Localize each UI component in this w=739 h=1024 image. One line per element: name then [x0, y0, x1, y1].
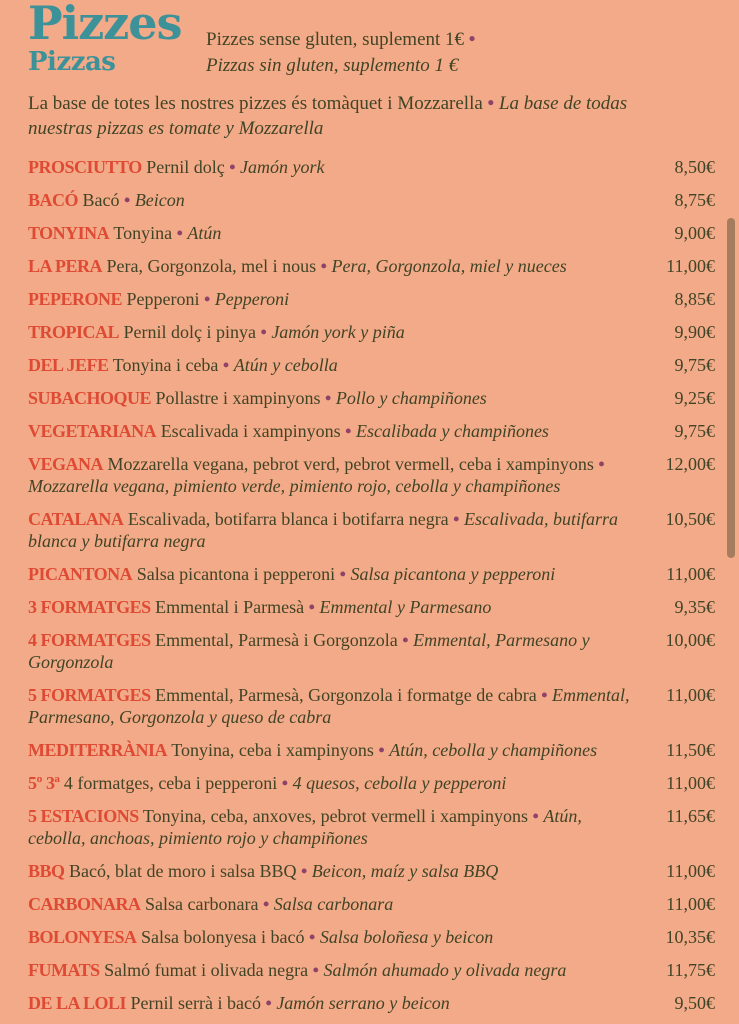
item-name: PEPERONE [28, 289, 123, 310]
menu-item [28, 453, 715, 497]
item-text [28, 684, 630, 728]
item-desc-spanish: Beicon [134, 190, 185, 211]
menu-item [28, 629, 715, 673]
item-text [28, 926, 493, 948]
separator-bullet-icon: • [453, 509, 460, 530]
item-text [28, 387, 487, 409]
item-name: PICANTONA [28, 564, 133, 585]
menu-item [28, 288, 715, 310]
separator-bullet-icon: • [176, 223, 183, 244]
item-name: TROPICAL [28, 322, 120, 343]
item-price: 10,35€ [665, 927, 715, 948]
separator-bullet-icon: • [222, 355, 230, 376]
item-text [28, 805, 630, 849]
menu-item [28, 739, 715, 761]
item-desc-catalan: Salsa carbonara [145, 894, 259, 915]
item-price: 11,00€ [666, 685, 715, 706]
item-desc-spanish: Pollo y champiñones [335, 388, 487, 409]
item-text [28, 508, 630, 552]
page-title: Pizzes [28, 0, 182, 50]
separator-bullet-icon: • [487, 93, 495, 115]
item-desc-catalan: Salsa picantona i pepperoni [136, 564, 336, 585]
item-price: 8,85€ [674, 289, 715, 310]
menu-item [28, 420, 715, 442]
menu-item [28, 959, 715, 981]
menu-items [28, 156, 715, 1014]
item-price: 9,90€ [674, 322, 715, 343]
item-desc-spanish: Escalivada, butifarra blanca y butifarra negra [28, 509, 618, 552]
item-name: VEGANA [28, 454, 104, 475]
gluten-note-spanish: Pizzas sin gluten, suplemento 1 € [206, 54, 459, 76]
item-name: MEDITERRÀNIA [28, 740, 168, 761]
item-desc-catalan: Salmó fumat i olivada negra [104, 960, 309, 981]
item-desc-catalan: Bacó, blat de moro i salsa BBQ [69, 861, 297, 882]
item-desc-catalan: Escalivada i xampinyons [160, 421, 341, 442]
item-price: 9,75€ [674, 355, 715, 376]
item-desc-catalan: Escalivada, botifarra blanca i botifarra negra [127, 509, 449, 530]
item-name: FUMATS [28, 960, 100, 981]
item-desc-catalan: Mozzarella vegana, pebrot verd, pebrot vermell, ceba i xampinyons [107, 454, 594, 475]
separator-bullet-icon: • [308, 597, 315, 618]
item-desc-spanish: Jamón york y piña [271, 322, 405, 343]
separator-bullet-icon: • [260, 322, 267, 343]
item-desc-spanish: Emmental y Parmesano [319, 597, 492, 618]
item-desc-spanish: Salmón ahumado y olivada negra [323, 960, 567, 981]
header [28, 0, 715, 78]
item-desc-spanish: Jamón serrano y beicon [276, 993, 450, 1014]
item-desc-spanish: Pera, Gorgonzola, miel y nueces [331, 256, 567, 277]
item-price: 8,50€ [674, 157, 715, 178]
item-desc-catalan: Tonyina, ceba i xampinyons [171, 740, 374, 761]
separator-bullet-icon: • [345, 421, 352, 442]
item-desc-spanish: Salsa picantona y pepperoni [350, 564, 556, 585]
item-name: CATALANA [28, 509, 124, 530]
item-price: 8,75€ [674, 190, 715, 211]
item-name: DE LA LOLI [28, 993, 127, 1014]
item-name: PROSCIUTTO [28, 157, 142, 178]
menu-item [28, 563, 715, 585]
item-desc-spanish: Mozzarella vegana, pimiento verde, pimiento rojo, cebolla y champiñones [28, 476, 561, 497]
separator-bullet-icon: • [541, 685, 548, 706]
item-desc-catalan: Salsa bolonyesa i bacó [141, 927, 305, 948]
item-name: BOLONYESA [28, 927, 137, 948]
item-desc-catalan: Pernil dolç i pinya [123, 322, 256, 343]
separator-bullet-icon: • [339, 564, 346, 585]
menu-item [28, 255, 715, 277]
item-price: 11,00€ [666, 894, 715, 915]
item-desc-catalan: Pernil serrà i bacó [130, 993, 261, 1014]
item-desc-spanish: Salsa boloñesa y beicon [319, 927, 494, 948]
item-price: 11,00€ [666, 773, 715, 794]
separator-bullet-icon: • [229, 157, 236, 178]
item-desc-spanish: Salsa carbonara [273, 894, 394, 915]
separator-bullet-icon: • [281, 773, 289, 794]
separator-bullet-icon: • [300, 861, 308, 882]
item-name: CARBONARA [28, 894, 141, 915]
separator-bullet-icon: • [265, 993, 272, 1014]
item-name: 5 ESTACIONS [28, 806, 139, 827]
item-name: BBQ [28, 861, 65, 882]
item-name: 5 FORMATGES [28, 685, 151, 706]
title-block [28, 0, 206, 76]
item-text [28, 860, 498, 882]
item-price: 9,00€ [674, 223, 715, 244]
gluten-note-catalan-text: Pizzes sense gluten, suplement 1€ [206, 29, 465, 50]
item-desc-catalan: Pollastre i xampinyons [155, 388, 321, 409]
item-text [28, 893, 393, 915]
menu-item [28, 684, 715, 728]
separator-bullet-icon: • [378, 740, 385, 761]
item-text [28, 772, 506, 794]
menu-item [28, 354, 715, 376]
item-name: DEL JEFE [28, 355, 109, 376]
item-name: VEGETARIANA [28, 421, 157, 442]
item-text [28, 739, 597, 761]
item-text [28, 453, 630, 497]
gluten-note-catalan [206, 27, 475, 53]
separator-bullet-icon: • [309, 927, 316, 948]
scrollbar-thumb[interactable] [727, 218, 735, 558]
item-desc-spanish: Atún y cebolla [233, 355, 338, 376]
separator-bullet-icon: • [262, 894, 270, 915]
item-text [28, 288, 289, 310]
item-desc-spanish: Emmental, Parmesano, Gorgonzola y queso de cabra [28, 685, 630, 728]
item-text [28, 629, 630, 673]
item-price: 9,50€ [674, 993, 715, 1014]
item-desc-catalan: Tonyina, ceba, anxoves, pebrot vermell i xampinyons [142, 806, 529, 827]
item-price: 9,25€ [674, 388, 715, 409]
menu-item [28, 387, 715, 409]
item-text [28, 222, 221, 244]
item-text [28, 959, 566, 981]
separator-bullet-icon: • [320, 256, 327, 277]
item-desc-catalan: Emmental, Parmesà i Gorgonzola [155, 630, 398, 651]
item-price: 10,00€ [665, 630, 715, 651]
item-price: 11,00€ [666, 256, 715, 277]
item-desc-catalan: Bacó [82, 190, 120, 211]
item-text [28, 321, 405, 343]
separator-bullet-icon: • [598, 454, 605, 475]
item-desc-catalan: Pepperoni [126, 289, 200, 310]
item-desc-spanish: Emmental, Parmesano y Gorgonzola [28, 630, 590, 673]
item-desc-spanish: Escalibada y champiñones [355, 421, 549, 442]
separator-bullet-icon: • [204, 289, 211, 310]
item-price: 11,50€ [666, 740, 715, 761]
base-note-catalan: La base de totes les nostres pizzes és tomàquet i Mozzarella [28, 93, 483, 115]
item-price: 11,65€ [666, 806, 715, 827]
item-text [28, 156, 325, 178]
item-name: 5º 3ª [28, 773, 60, 794]
item-desc-catalan: Pera, Gorgonzola, mel i nous [106, 256, 317, 277]
menu-item [28, 321, 715, 343]
menu-item [28, 926, 715, 948]
item-desc-catalan: Emmental, Parmesà, Gorgonzola i formatge de cabra [155, 685, 537, 706]
item-desc-spanish: 4 quesos, cebolla y pepperoni [292, 773, 507, 794]
item-price: 9,75€ [674, 421, 715, 442]
item-desc-spanish: Atún, cebolla y champiñones [389, 740, 598, 761]
separator-bullet-icon: • [532, 806, 539, 827]
item-price: 12,00€ [665, 454, 715, 475]
menu-item [28, 596, 715, 618]
item-text [28, 420, 549, 442]
item-name: LA PERA [28, 256, 103, 277]
item-price: 9,35€ [674, 597, 715, 618]
item-name: 3 FORMATGES [28, 597, 151, 618]
menu-item [28, 508, 715, 552]
item-desc-spanish: Atún, cebolla, anchoas, pimiento rojo y champiñones [28, 806, 582, 849]
separator-bullet-icon: • [312, 960, 319, 981]
item-name: SUBACHOQUE [28, 388, 152, 409]
menu-item [28, 222, 715, 244]
item-desc-catalan: Tonyina i ceba [112, 355, 219, 376]
item-text [28, 255, 567, 277]
menu-item [28, 893, 715, 915]
menu-item [28, 156, 715, 178]
page-subtitle: Pizzas [28, 46, 116, 77]
item-text [28, 596, 491, 618]
item-desc-catalan: Tonyina [113, 223, 173, 244]
menu-item [28, 805, 715, 849]
item-name: TONYINA [28, 223, 110, 244]
item-text [28, 189, 185, 211]
separator-bullet-icon: • [124, 190, 131, 211]
separator-bullet-icon: • [402, 630, 409, 651]
item-desc-catalan: Emmental i Parmesà [155, 597, 305, 618]
item-desc-catalan: 4 formatges, ceba i pepperoni [63, 773, 278, 794]
separator-bullet-icon: • [468, 29, 476, 50]
menu-item [28, 189, 715, 211]
gluten-note [206, 0, 475, 78]
item-text [28, 992, 450, 1014]
item-desc-spanish: Pepperoni [214, 289, 290, 310]
menu-item [28, 992, 715, 1014]
item-price: 10,50€ [665, 509, 715, 530]
item-price: 11,00€ [666, 861, 715, 882]
base-note [28, 91, 628, 141]
item-name: BACÓ [28, 190, 79, 211]
separator-bullet-icon: • [325, 388, 332, 409]
item-desc-spanish: Jamón york [240, 157, 325, 178]
item-price: 11,75€ [666, 960, 715, 981]
item-name: 4 FORMATGES [28, 630, 151, 651]
item-price: 11,00€ [666, 564, 715, 585]
item-desc-spanish: Atún [187, 223, 222, 244]
item-desc-catalan: Pernil dolç [146, 157, 225, 178]
menu-item [28, 772, 715, 794]
base-note-spanish: La base de todas nuestras pizzas es tomate y Mozzarella [28, 93, 628, 140]
item-text [28, 563, 555, 585]
item-desc-spanish: Beicon, maíz y salsa BBQ [311, 861, 499, 882]
menu-item [28, 860, 715, 882]
item-text [28, 354, 338, 376]
